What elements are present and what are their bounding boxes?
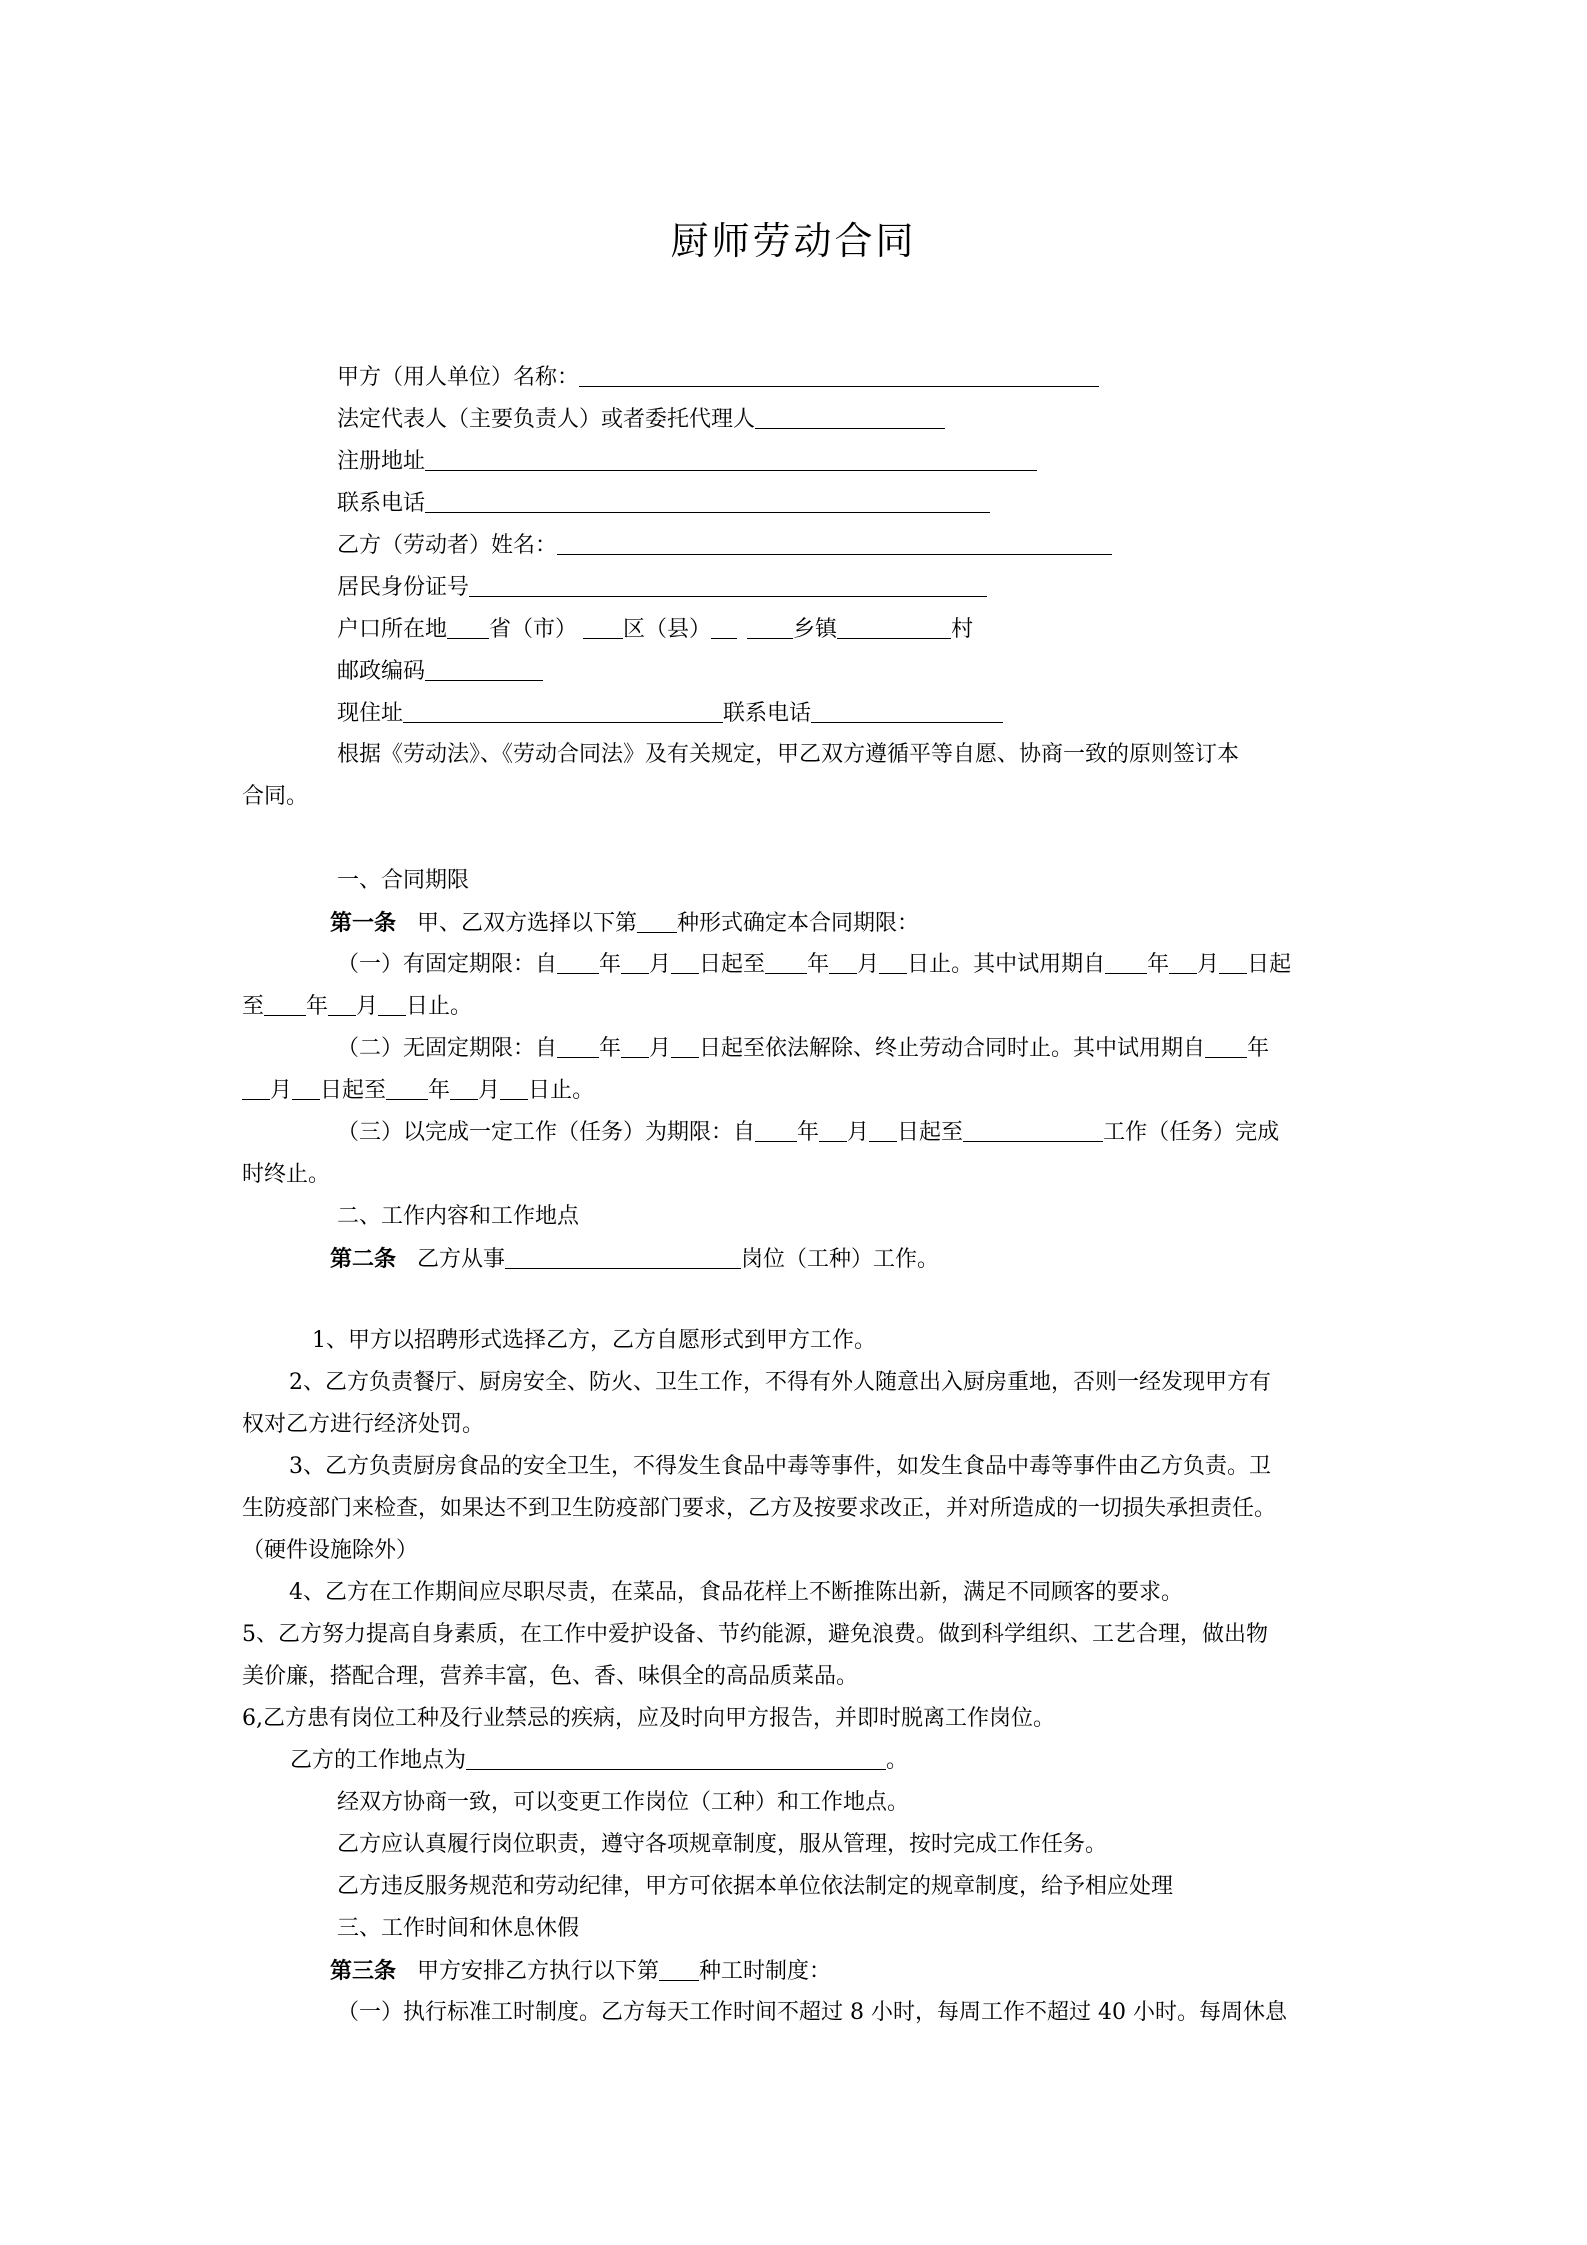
article-1-label: 第一条 (330, 910, 397, 936)
month-label: 月 (847, 1120, 870, 1145)
legal-rep-blank[interactable] (755, 406, 945, 429)
workplace-blank[interactable] (466, 1747, 886, 1770)
article-3-label: 第三条 (330, 1958, 397, 1984)
hukou-district-blank[interactable] (583, 616, 623, 639)
term-3-day-blank[interactable] (869, 1119, 897, 1142)
phone2-blank[interactable] (811, 700, 1003, 723)
postcode-blank[interactable] (425, 658, 543, 681)
hukou-province-blank[interactable] (447, 616, 489, 639)
term-1-line-b (242, 992, 472, 1022)
article-1-text-a: 甲、乙双方选择以下第 (417, 911, 638, 936)
party-a-name-line (337, 363, 1099, 393)
phone-label: 联系电话 (337, 491, 426, 516)
item-4: 4、乙方在工作期间应尽职尽责，在菜品，食品花样上不断推陈出新，满足不同顾客的要求。 (289, 1580, 1184, 1605)
item-6: 6,乙方患有岗位工种及行业禁忌的疾病，应及时向甲方报告，并即时脱离工作岗位。 (242, 1706, 1055, 1731)
year-label: 年 (428, 1078, 451, 1103)
year-label: 年 (306, 994, 329, 1019)
party-b-name-line (337, 531, 1112, 561)
trial-day-blank[interactable] (1219, 951, 1247, 974)
item-5-line-b: 美价廉，搭配合理，营养丰富，色、香、味俱全的高品质菜品。 (242, 1664, 859, 1689)
year-label: 年 (1147, 952, 1170, 977)
address-line (337, 699, 1003, 729)
term-2-text: 日起至依法解除、终止劳动合同时止。其中试用期自 (699, 1036, 1206, 1061)
term-1-line-a (337, 950, 1291, 980)
day-from-label: 日起至 (320, 1078, 387, 1103)
article-2-text-b: 岗位（工种）工作。 (741, 1247, 940, 1272)
term-1-end-day-blank[interactable] (879, 951, 907, 974)
term-2-month-blank[interactable] (621, 1035, 649, 1058)
party-a-name-blank[interactable] (579, 364, 1099, 387)
article-3-line (330, 1956, 831, 1986)
item-3-line-b: 生防疫部门来检查，如果达不到卫生防疫部门要求，乙方及按要求改正，并对所造成的一切损失承担责任。 (242, 1496, 1277, 1521)
term-2-line-b (242, 1076, 594, 1106)
id-label: 居民身份证号 (337, 575, 470, 600)
term-2-day-blank[interactable] (671, 1035, 699, 1058)
hukou-line (337, 615, 973, 645)
term-3-line-a (337, 1118, 1279, 1148)
term-3-label: （三）以完成一定工作（任务）为期限：自 (337, 1120, 756, 1145)
item-1: 1、甲方以招聘形式选择乙方，乙方自愿形式到甲方工作。 (312, 1328, 876, 1353)
legal-rep-label: 法定代表人（主要负责人）或者委托代理人 (337, 407, 756, 432)
day-from-label: 日起至 (699, 952, 766, 977)
year-label: 年 (599, 1036, 622, 1061)
day-from2-label: 日起 (1247, 952, 1292, 977)
id-blank[interactable] (469, 574, 987, 597)
postcode-line (337, 657, 543, 687)
term-1-label: （一）有固定期限：自 (337, 952, 558, 977)
month-label: 月 (857, 952, 880, 977)
day-end2-label: 日止。 (406, 994, 473, 1019)
month-label: 月 (478, 1078, 501, 1103)
month-label: 月 (1197, 952, 1220, 977)
year-label: 年 (797, 1120, 820, 1145)
item-2-line-b: 权对乙方进行经济处罚。 (242, 1412, 485, 1437)
term-1-end-year-blank[interactable] (765, 951, 807, 974)
term-2-year-blank[interactable] (557, 1035, 599, 1058)
article-2-text-a: 乙方从事 (417, 1247, 506, 1272)
term-2-trial-day-blank[interactable] (292, 1077, 320, 1100)
month-label: 月 (649, 1036, 672, 1061)
phone-blank[interactable] (425, 490, 990, 513)
address-label: 现住址 (337, 701, 404, 726)
workplace-label: 乙方的工作地点为 (290, 1748, 467, 1773)
province-label: 省（市） (489, 617, 578, 642)
hukou-town-blank-a[interactable] (711, 616, 737, 639)
day-from-label: 日起至 (897, 1120, 964, 1145)
trial-year-blank[interactable] (1105, 951, 1147, 974)
address-blank[interactable] (403, 700, 723, 723)
article-1-text-b: 种形式确定本合同期限： (677, 911, 920, 936)
term-1-month-blank[interactable] (621, 951, 649, 974)
preamble-line-2: 合同。 (242, 784, 309, 809)
hukou-label: 户口所在地 (337, 617, 448, 642)
term-3-task-blank[interactable] (963, 1119, 1103, 1142)
article-1-form-blank[interactable] (637, 910, 677, 933)
item-5-line-a: 5、乙方努力提高自身素质，在工作中爱护设备、节约能源，避免浪费。做到科学组织、工艺合理，做出物 (242, 1622, 1269, 1647)
term-2-trial-end-year-blank[interactable] (386, 1077, 428, 1100)
article-1-line (330, 908, 919, 938)
document-title: 厨师劳动合同 (670, 219, 917, 263)
term-2-trial-year-blank[interactable] (1205, 1035, 1247, 1058)
reg-address-line (337, 447, 1037, 477)
month-label: 月 (356, 994, 379, 1019)
term-1-end-month-blank[interactable] (829, 951, 857, 974)
article-3-text-a: 甲方安排乙方执行以下第 (417, 1959, 660, 1984)
trial-end-year-blank[interactable] (264, 993, 306, 1016)
article-3-form-blank[interactable] (659, 1958, 699, 1981)
reg-address-label: 注册地址 (337, 449, 426, 474)
party-b-name-blank[interactable] (557, 532, 1112, 555)
party-a-name-label: 甲方（用人单位）名称： (337, 365, 580, 390)
term-3-month-blank[interactable] (819, 1119, 847, 1142)
workplace-line (290, 1746, 908, 1776)
term-3-line-b: 时终止。 (242, 1162, 331, 1187)
reg-address-blank[interactable] (425, 448, 1037, 471)
year-label: 年 (599, 952, 622, 977)
postcode-label: 邮政编码 (337, 659, 426, 684)
violation-text: 乙方违反服务规范和劳动纪律，甲方可依据本单位依法制定的规章制度，给予相应处理 (337, 1874, 1174, 1899)
item-3-line-c: （硬件设施除外） (242, 1538, 419, 1563)
section-3-heading: 三、工作时间和休息休假 (337, 1916, 580, 1941)
hukou-village-blank[interactable] (837, 616, 951, 639)
trial-end-month-blank[interactable] (328, 993, 356, 1016)
duty-text: 乙方应认真履行岗位职责，遵守各项规章制度，服从管理，按时完成工作任务。 (337, 1832, 1108, 1857)
id-line (337, 573, 987, 603)
term-2-trial-end-month-blank[interactable] (450, 1077, 478, 1100)
trial-month-blank[interactable] (1169, 951, 1197, 974)
legal-rep-line (337, 405, 945, 435)
workplace-period: 。 (886, 1748, 909, 1773)
change-text: 经双方协商一致，可以变更工作岗位（工种）和工作地点。 (337, 1790, 910, 1815)
day-end-label: 日止。其中试用期自 (907, 952, 1106, 977)
day-end2-label: 日止。 (528, 1078, 595, 1103)
article-2-line (330, 1244, 939, 1274)
trial-end-day-blank[interactable] (378, 993, 406, 1016)
term-3-year-blank[interactable] (755, 1119, 797, 1142)
preamble-line-1: 根据《劳动法》、《劳动合同法》及有关规定，甲乙双方遵循平等自愿、协商一致的原则签订本 (337, 742, 1240, 767)
article-2-label: 第二条 (330, 1246, 397, 1272)
item-3-line-a: 3、乙方负责厨房食品的安全卫生，不得发生食品中毒等事件，如发生食品中毒等事件由乙方负责。卫 (289, 1454, 1272, 1479)
year-label: 年 (1247, 1036, 1270, 1061)
month-label: 月 (649, 952, 672, 977)
item-2-line-a: 2、乙方负责餐厅、厨房安全、防火、卫生工作，不得有外人随意出入厨房重地，否则一经发现甲方有 (289, 1370, 1272, 1395)
year-label: 年 (807, 952, 830, 977)
article-3-text-b: 种工时制度： (699, 1959, 832, 1984)
phone2-label: 联系电话 (723, 701, 812, 726)
district-label: 区（县） (623, 617, 712, 642)
month-label: 月 (270, 1078, 293, 1103)
term-1-year-blank[interactable] (557, 951, 599, 974)
hours-1-line: （一）执行标准工时制度。乙方每天工作时间不超过 8 小时，每周工作不超过 40 小时。每周休息 (337, 2000, 1287, 2025)
to-label: 至 (242, 994, 265, 1019)
term-2-line-a (337, 1034, 1269, 1064)
term-1-day-blank[interactable] (671, 951, 699, 974)
term-2-label: （二）无固定期限：自 (337, 1036, 558, 1061)
village-label: 村 (951, 617, 974, 642)
term-2-trial-end-day-blank[interactable] (500, 1077, 528, 1100)
term-2-trial-month-blank[interactable] (242, 1077, 270, 1100)
phone-line (337, 489, 990, 519)
town-label: 乡镇 (793, 617, 838, 642)
term-3-text: 工作（任务）完成 (1103, 1120, 1280, 1145)
section-1-heading: 一、合同期限 (337, 868, 470, 893)
hukou-town-blank-b[interactable] (747, 616, 793, 639)
party-b-name-label: 乙方（劳动者）姓名： (337, 533, 558, 558)
section-2-heading: 二、工作内容和工作地点 (337, 1204, 580, 1229)
article-2-position-blank[interactable] (505, 1246, 741, 1269)
